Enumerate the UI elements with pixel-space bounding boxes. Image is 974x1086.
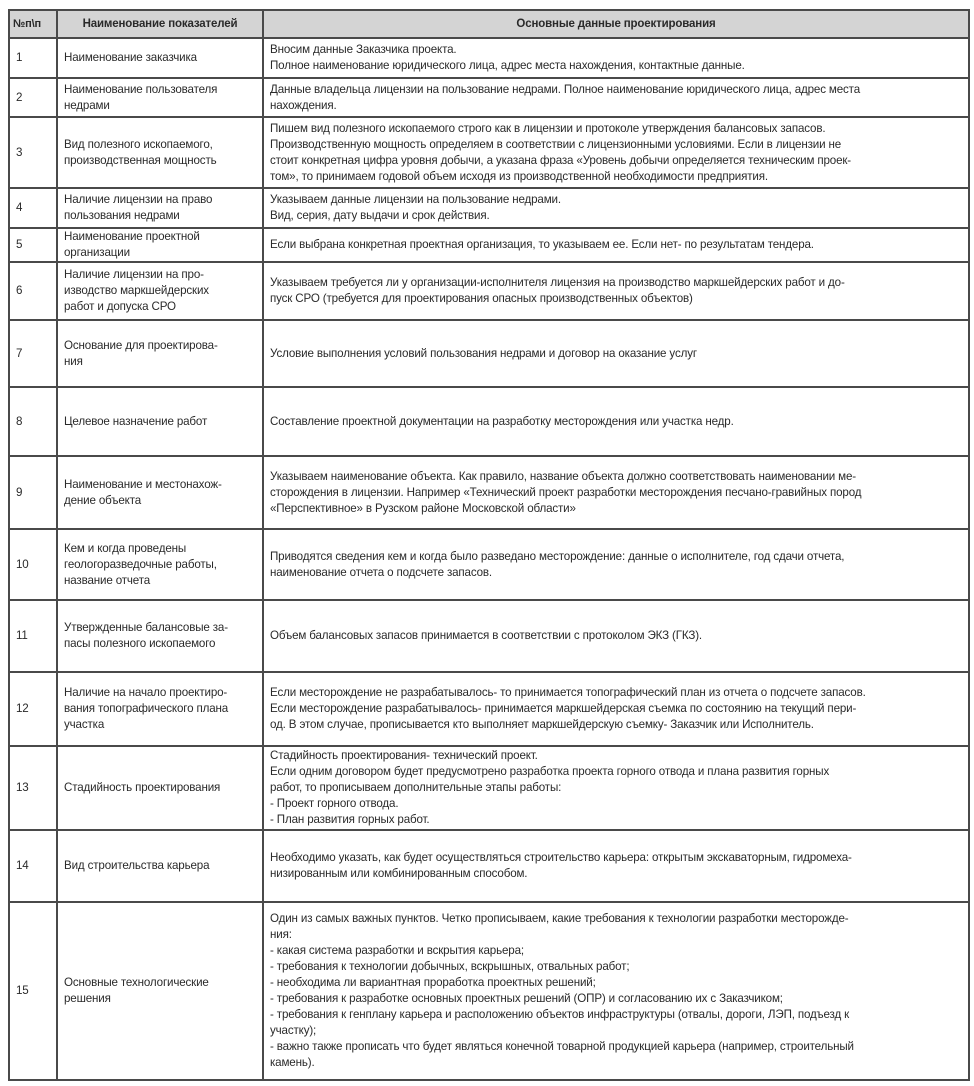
row-number: 13: [9, 746, 57, 830]
table-row: [9, 228, 969, 262]
row-number: 2: [9, 78, 57, 117]
row-number: 12: [9, 672, 57, 746]
row-number: 9: [9, 456, 57, 529]
row-design-data: Составление проектной документации на разработку месторождения или участка недр.: [263, 387, 969, 456]
table-row: [9, 902, 969, 1080]
table-header-row: [9, 10, 969, 38]
row-number: 4: [9, 188, 57, 228]
row-design-data: Указываем наименование объекта. Как правило, название объекта должно соответствовать наименовании ме- сторождения в лицензии. Например «Технический проект разработки месторождения песчано-гравийных пород «Перспективное» в Рузском районе Московской области»: [263, 456, 969, 529]
table-row: [9, 529, 969, 600]
table-row: [9, 117, 969, 188]
row-indicator-name: Наличие на начало проектиро- вания топографического плана участка: [57, 672, 263, 746]
header-name: Наименование показателей: [57, 10, 263, 38]
row-indicator-name: Целевое назначение работ: [57, 387, 263, 456]
row-design-data: Пишем вид полезного ископаемого строго как в лицензии и протоколе утверждения балансовых запасов. Производственную мощность определяем в соответствии с лицензионными условиями. Если в лицензии не стоит конкретная цифра уровня добычи, а указана фраза «Уровень добычи определяется техническим проек- том», то принимаем годовой объем исходя из производственной необходимости предприятия.: [263, 117, 969, 188]
table-row: [9, 456, 969, 529]
row-design-data: Объем балансовых запасов принимается в соответствии с протоколом ЭКЗ (ГКЗ).: [263, 600, 969, 672]
row-design-data: Приводятся сведения кем и когда было разведано месторождение: данные о исполнителе, год сдачи отчета, наименование отчета о подсчете запасов.: [263, 529, 969, 600]
row-number: 15: [9, 902, 57, 1080]
row-number: 1: [9, 38, 57, 78]
row-indicator-name: Основание для проектирова- ния: [57, 320, 263, 387]
row-indicator-name: Стадийность проектирования: [57, 746, 263, 830]
row-indicator-name: Наименование и местонахож- дение объекта: [57, 456, 263, 529]
row-number: 3: [9, 117, 57, 188]
row-number: 6: [9, 262, 57, 320]
row-number: 14: [9, 830, 57, 902]
row-number: 10: [9, 529, 57, 600]
row-number: 7: [9, 320, 57, 387]
table-row: [9, 746, 969, 830]
table-row: [9, 38, 969, 78]
row-design-data: Стадийность проектирования- технический проект. Если одним договором будет предусмотрено разработка проекта горного отвода и плана развития горных работ, то прописываем дополнительные этапы работы: - Проект горного отвода. - План развития горных работ.: [263, 746, 969, 830]
table-row: [9, 672, 969, 746]
row-number: 8: [9, 387, 57, 456]
row-indicator-name: Наличие лицензии на про- изводство маркшейдерских работ и допуска СРО: [57, 262, 263, 320]
row-indicator-name: Наименование проектной организации: [57, 228, 263, 262]
row-indicator-name: Наличие лицензии на право пользования недрами: [57, 188, 263, 228]
row-design-data: Необходимо указать, как будет осуществляться строительство карьера: открытым экскаваторным, гидромеха- низированным или комбинированным способом.: [263, 830, 969, 902]
row-number: 5: [9, 228, 57, 262]
row-design-data: Если выбрана конкретная проектная организация, то указываем ее. Если нет- по результатам тендера.: [263, 228, 969, 262]
row-design-data: Если месторождение не разрабатывалось- то принимается топографический план из отчета о подсчете запасов. Если месторождение разрабатывалось- принимается маркшейдерская съемка по состоянию на текущий пери- од. В этом случае, прописывается кто выполняет маркшейдерскую съемку- Заказчик или Исполнитель.: [263, 672, 969, 746]
table-row: [9, 320, 969, 387]
table-row: [9, 78, 969, 117]
header-num: №п\п: [9, 10, 57, 38]
table-row: [9, 600, 969, 672]
row-indicator-name: Кем и когда проведены геологоразведочные работы, название отчета: [57, 529, 263, 600]
table-row: [9, 387, 969, 456]
table-row: [9, 830, 969, 902]
row-indicator-name: Утвержденные балансовые за- пасы полезного ископаемого: [57, 600, 263, 672]
row-design-data: Данные владельца лицензии на пользование недрами. Полное наименование юридического лица, адрес места нахождения.: [263, 78, 969, 117]
row-indicator-name: Вид строительства карьера: [57, 830, 263, 902]
row-design-data: Указываем требуется ли у организации-исполнителя лицензия на производство маркшейдерских работ и до- пуск СРО (требуется для проектирования опасных производственных объектов): [263, 262, 969, 320]
row-design-data: Условие выполнения условий пользования недрами и договор на оказание услуг: [263, 320, 969, 387]
row-number: 11: [9, 600, 57, 672]
row-design-data: Один из самых важных пунктов. Четко прописываем, какие требования к технологии разработки месторожде- ния: - какая система разработки и вскрытия карьера; - требования к технологии добычных, вскрышных, отвальных работ; - необходима ли вариантная проработка проектных решений; - требования к разработке основных проектных решений (ОПР) и согласованию их с Заказчиком; - требования к генплану карьера и расположению объектов инфраструктуры (отвалы, дороги, ЛЭП, подъезд к участку); - важно также прописать что будет являться конечной товарной продукцией карьера (например, строительный камень).: [263, 902, 969, 1080]
row-indicator-name: Основные технологические решения: [57, 902, 263, 1080]
table-row: [9, 188, 969, 228]
header-data: Основные данные проектирования: [263, 10, 969, 38]
row-design-data: Вносим данные Заказчика проекта. Полное наименование юридического лица, адрес места нахождения, контактные данные.: [263, 38, 969, 78]
row-indicator-name: Наименование пользователя недрами: [57, 78, 263, 117]
row-design-data: Указываем данные лицензии на пользование недрами. Вид, серия, дату выдачи и срок действия.: [263, 188, 969, 228]
row-indicator-name: Вид полезного ископаемого, производственная мощность: [57, 117, 263, 188]
table-row: [9, 262, 969, 320]
design-data-table: [8, 9, 970, 1081]
row-indicator-name: Наименование заказчика: [57, 38, 263, 78]
